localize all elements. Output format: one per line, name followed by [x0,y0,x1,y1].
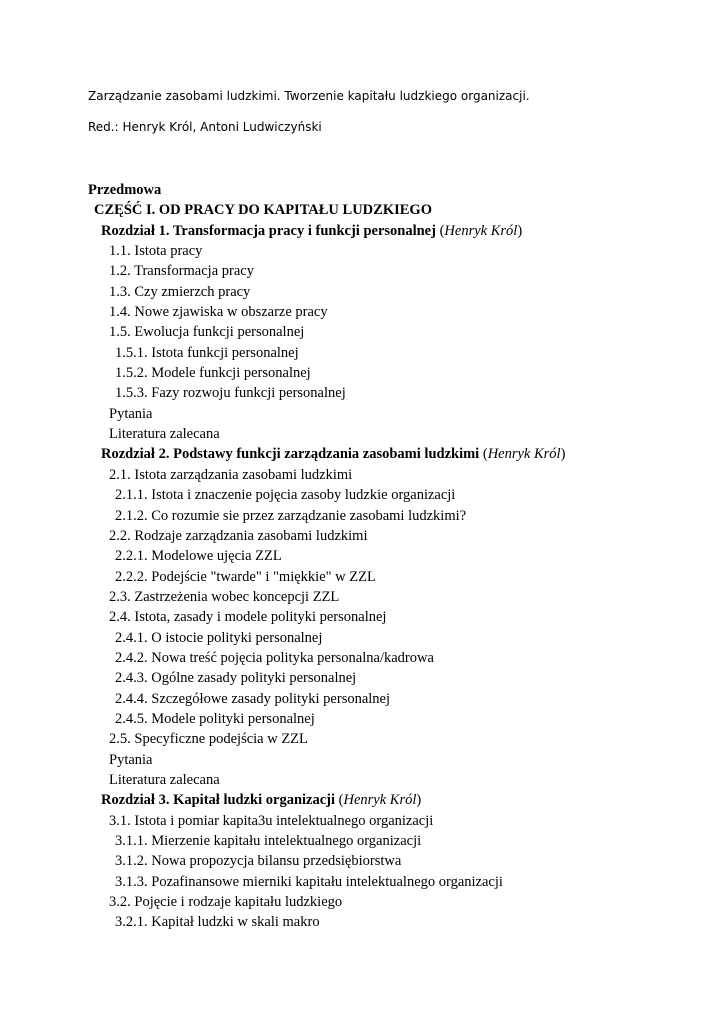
toc-entry-text: 3.1.2. Nowa propozycja bilansu przedsiębiorstwa [115,853,402,870]
toc-heading [0,180,725,200]
toc-section [0,607,725,627]
toc-chapter [0,444,725,464]
toc-section [0,587,725,607]
toc-subsection [0,668,725,688]
toc-part [0,200,725,220]
toc-entry-text: 3.2.1. Kapitał ludzki w skali makro [115,914,320,931]
toc-subsection [0,546,725,566]
toc-subsection [0,567,725,587]
toc-entry-text: 1.5.2. Modele funkcji personalnej [115,365,311,382]
document-editors: Red.: Henryk Król, Antoni Ludwiczyński [88,120,322,134]
toc-entry-text: 2.1.2. Co rozumie sie przez zarządzanie zasobami ludzkimi? [115,507,467,524]
toc-entry-text: 2.4.5. Modele polityki personalnej [115,710,315,727]
toc-entry-text: Rozdział 2. Podstawy funkcji zarządzania zasobami ludzkimi [101,446,480,463]
table-of-contents [0,180,725,933]
toc-section [0,811,725,831]
toc-section [0,465,725,485]
toc-section [0,404,725,424]
toc-section [0,526,725,546]
toc-section [0,282,725,302]
toc-entry-text: 2.4. Istota, zasady i modele polityki personalnej [109,609,387,626]
toc-chapter [0,790,725,810]
toc-entry-text: 2.5. Specyficzne podejścia w ZZL [109,731,308,748]
toc-subsection [0,383,725,403]
toc-entry-text: 1.2. Transformacja pracy [109,263,254,280]
toc-entry-text: 3.2. Pojęcie i rodzaje kapitału ludzkiego [109,894,343,911]
toc-entry-text: Literatura zalecana [109,426,220,443]
toc-section [0,770,725,790]
toc-entry-text: Pytania [109,751,153,768]
toc-entry-text: 1.5.1. Istota funkcji personalnej [115,344,299,361]
toc-entry-text: Rozdział 1. Transformacja pracy i funkcji personalnej [101,222,436,239]
toc-entry-text: 2.4.1. O istocie polityki personalnej [115,629,323,646]
toc-subsection [0,689,725,709]
toc-entry-text: 2.4.4. Szczegółowe zasady polityki personalnej [115,690,391,707]
toc-section [0,424,725,444]
toc-entry-text: 1.3. Czy zmierzch pracy [109,283,251,300]
toc-entry-text: 2.4.2. Nowa treść pojęcia polityka personalna/kadrowa [115,649,434,666]
toc-section [0,241,725,261]
paren-close: ) [560,446,566,463]
toc-entry-text: 2.3. Zastrzeżenia wobec koncepcji ZZL [109,588,340,605]
toc-entry-text: 2.4.3. Ogólne zasady polityki personalnej [115,670,357,687]
toc-subsection [0,485,725,505]
toc-entry-text: Literatura zalecana [109,771,220,788]
toc-subsection [0,831,725,851]
toc-entry-author: Henryk Król [487,446,561,463]
toc-subsection [0,628,725,648]
toc-entry-text: 2.2.2. Podejście "twarde" i "miękkie" w ZZL [115,568,376,585]
toc-entry-text: 2.2. Rodzaje zarządzania zasobami ludzkimi [109,527,368,544]
toc-section [0,261,725,281]
document-title: Zarządzanie zasobami ludzkimi. Tworzenie kapitału ludzkiego organizacji. [88,89,530,103]
toc-subsection [0,872,725,892]
paren-close: ) [517,222,523,239]
toc-entry-text: 1.4. Nowe zjawiska w obszarze pracy [109,304,328,321]
toc-entry-text: 1.1. Istota pracy [109,243,203,260]
toc-entry-text: 3.1.1. Mierzenie kapitału intelektualnego organizacji [115,833,422,849]
toc-subsection [0,506,725,526]
toc-subsection [0,709,725,729]
paren-open: ( [479,446,488,463]
toc-entry-text: 1.5. Ewolucja funkcji personalnej [109,324,305,341]
toc-entry-author: Henryk Król [343,792,417,809]
toc-entry-text: 1.5.3. Fazy rozwoju funkcji personalnej [115,385,346,402]
toc-entry-text: 2.1. Istota zarządzania zasobami ludzkimi [109,466,353,483]
toc-entry-text: Rozdział 3. Kapitał ludzki organizacji [101,792,336,809]
toc-entry-text: 2.2.1. Modelowe ujęcia ZZL [115,548,282,565]
toc-section [0,729,725,749]
toc-subsection [0,363,725,383]
toc-entry-text: 2.1.1. Istota i znaczenie pojęcia zasoby ludzkie organizacji [115,487,456,504]
toc-entry-text: 3.1. Istota i pomiar kapita3u intelektualnego organizacji [109,812,434,829]
toc-entry-text: Przedmowa [88,182,162,198]
toc-entry-text: 3.1.3. Pozafinansowe mierniki kapitału intelektualnego organizacji [115,873,503,890]
toc-section [0,892,725,912]
toc-section [0,302,725,322]
toc-entry-text: CZĘŚĆ I. OD PRACY DO KAPITAŁU LUDZKIEGO [94,202,432,219]
paren-open: ( [435,222,445,239]
toc-subsection [0,912,725,932]
toc-entry-author: Henryk Król [444,222,518,239]
toc-subsection [0,343,725,363]
toc-subsection [0,851,725,871]
toc-subsection [0,648,725,668]
toc-section [0,322,725,342]
toc-section [0,750,725,770]
toc-chapter [0,221,725,241]
toc-entry-text: Pytania [109,405,153,422]
paren-close: ) [416,792,422,809]
paren-open: ( [335,792,344,809]
